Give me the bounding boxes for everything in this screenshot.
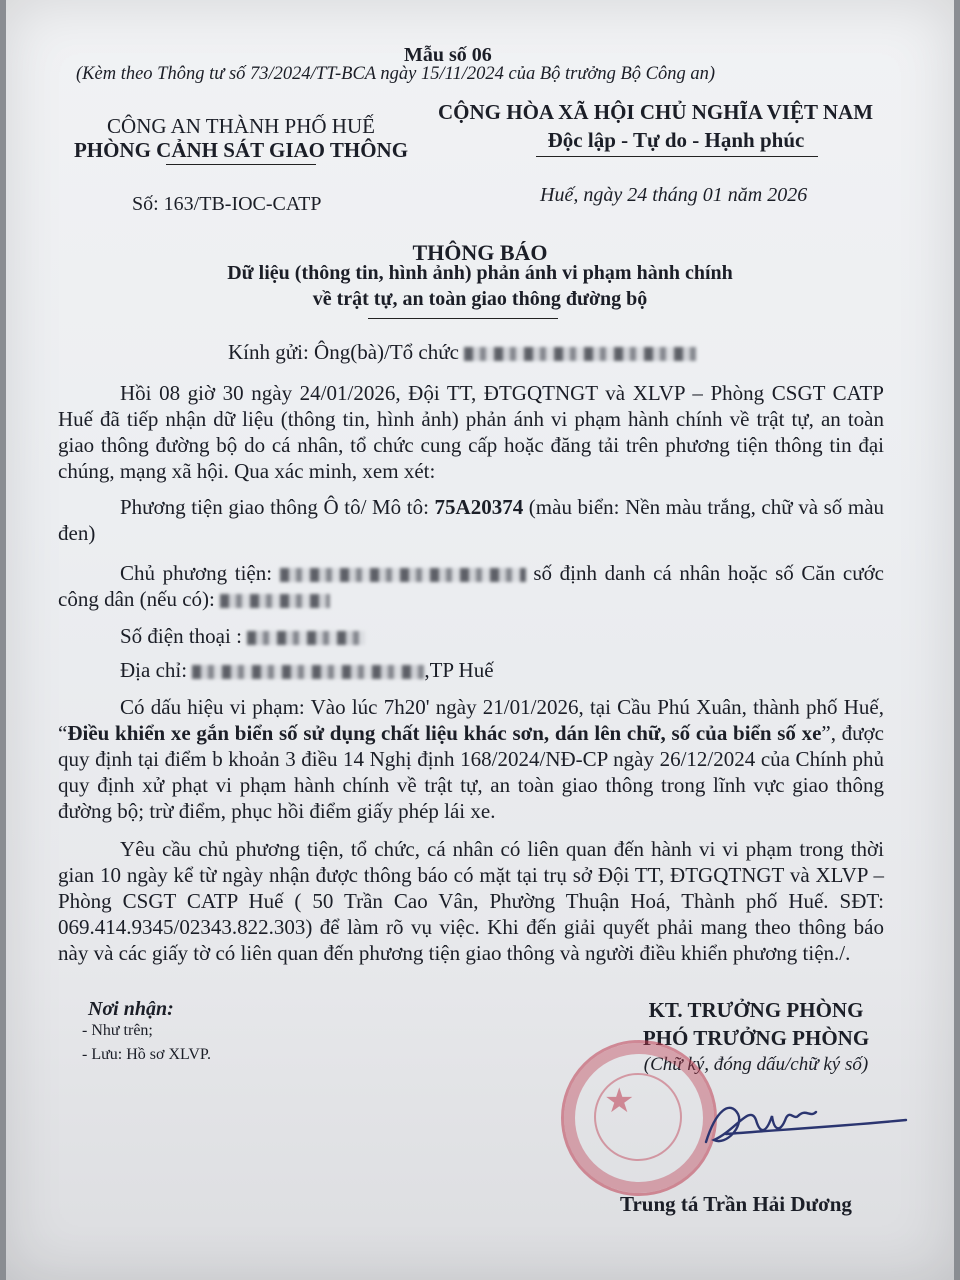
form-note: (Kèm theo Thông tư số 73/2024/TT-BCA ngày 15/11/2024 của Bộ trưởng Bộ Công an) <box>76 64 715 84</box>
request-paragraph: Yêu cầu chủ phương tiện, tổ chức, cá nhân có liên quan đến hành vi vi phạm trong thời gian 10 ngày kể từ ngày nhận được thông báo có mặt tại trụ sở Đội TT, ĐTGQTNGT và XLVP – Phòng CSGT CATP Huế ( 50 Trần Cao Vân, Phường Thuận Hoá, Thành phố Huế. SĐT: 069.414.9345/02343.822.303) để làm rõ vụ việc. Khi đến giải quyết phải mang theo thông báo này và các giấy tờ có liên quan đến phương tiện giao thông và người điều khiển phương tiện./. <box>58 837 884 965</box>
redacted-id-number <box>220 594 330 608</box>
state-name: CỘNG HÒA XÃ HỘI CHỦ NGHĨA VIỆT NAM <box>438 100 874 124</box>
license-plate: 75A20374 <box>434 495 524 519</box>
address-label: Địa chỉ: <box>120 658 188 682</box>
motto-underline <box>536 156 818 157</box>
title-underline <box>368 318 558 319</box>
owner-paragraph <box>58 560 884 612</box>
address-city: ,TP Huế <box>424 658 494 682</box>
owner-id-text: số định danh cá nhân hoặc số Căn cước công dân (nếu có): <box>58 561 885 611</box>
receiver-item: - Như trên; <box>82 1022 153 1039</box>
agency-parent: CÔNG AN THÀNH PHỐ HUẾ <box>107 114 375 138</box>
document-date: Huế, ngày 24 tháng 01 năm 2026 <box>540 184 808 206</box>
signature-title-2: PHÓ TRƯỞNG PHÒNG <box>642 1026 870 1050</box>
document-number: Số: 163/TB-IOC-CATP <box>132 193 322 215</box>
vehicle-paragraph <box>58 494 884 546</box>
plate-color: (màu biển: Nền màu trắng, chữ và số màu đen) <box>58 495 885 545</box>
owner-label: Chủ phương tiện: <box>120 561 273 585</box>
notice-subtitle-1: Dữ liệu (thông tin, hình ảnh) phản ánh vi phạm hành chính <box>227 262 733 284</box>
state-motto: Độc lập - Tự do - Hạnh phúc <box>547 128 805 152</box>
receivers-title: Nơi nhận: <box>88 998 174 1020</box>
signature-note: (Chữ ký, đóng dấu/chữ ký số) <box>643 1054 869 1075</box>
handwritten-signature <box>686 1090 916 1160</box>
receipt-paragraph: Hồi 08 giờ 30 ngày 24/01/2026, Đội TT, ĐTGQTNGT và XLVP – Phòng CSGT CATP Huế đã tiếp nhận dữ liệu (thông tin, hình ảnh) phản ánh vi phạm hành chính về trật tự, an toàn giao thông đường bộ do cá nhân, tổ chức cung cấp hoặc đăng tải trên phương tiện thông tin đại chúng, mạng xã hội. Qua xác minh, xem xét: <box>58 381 884 483</box>
document-page <box>6 0 954 1280</box>
signer-name: Trung tá Trần Hải Dương <box>620 1192 852 1216</box>
agency-unit: PHÒNG CẢNH SÁT GIAO THÔNG <box>73 138 409 162</box>
violation-intro: Có dấu hiệu vi phạm: Vào lúc 7h20' ngày 21/01/2026, tại Cầu Phú Xuân, thành phố Huế, “ <box>58 695 884 745</box>
violation-legal-basis: ”, được quy định tại điểm b khoản 3 điều 14 Nghị định 168/2024/NĐ-CP ngày 26/12/2024 của Chính phủ quy định xử phạt vi phạm hành chính về trật tự, an toàn giao thông trong lĩnh vực giao thông đường bộ; trừ điểm, phục hồi điểm giấy phép lái xe. <box>58 721 884 823</box>
agency-underline <box>166 164 316 165</box>
phone-line <box>120 624 365 649</box>
redacted-address <box>192 665 424 679</box>
redacted-recipient <box>464 347 696 361</box>
receiver-item: - Lưu: Hồ sơ XLVP. <box>82 1046 211 1063</box>
violation-paragraph <box>58 694 884 824</box>
redacted-owner-name <box>280 568 526 582</box>
redacted-phone <box>247 631 365 645</box>
notice-subtitle-2: về trật tự, an toàn giao thông đường bộ <box>312 288 648 310</box>
stamp-star-icon: ★ <box>604 1083 635 1120</box>
address-line <box>120 658 494 683</box>
vehicle-label: Phương tiện giao thông Ô tô/ Mô tô: <box>120 495 429 519</box>
violation-behavior: Điều khiển xe gắn biển số sử dụng chất liệu khác sơn, dán lên chữ, số của biển số xe <box>67 721 822 745</box>
phone-label: Số điện thoại : <box>120 624 242 648</box>
recipient-line <box>228 340 696 365</box>
recipient-label: Kính gửi: Ông(bà)/Tổ chức <box>228 340 459 364</box>
signature-title-1: KT. TRƯỞNG PHÒNG <box>648 998 864 1022</box>
notice-title: THÔNG BÁO <box>412 240 548 265</box>
form-number: Mẫu số 06 <box>404 44 492 66</box>
